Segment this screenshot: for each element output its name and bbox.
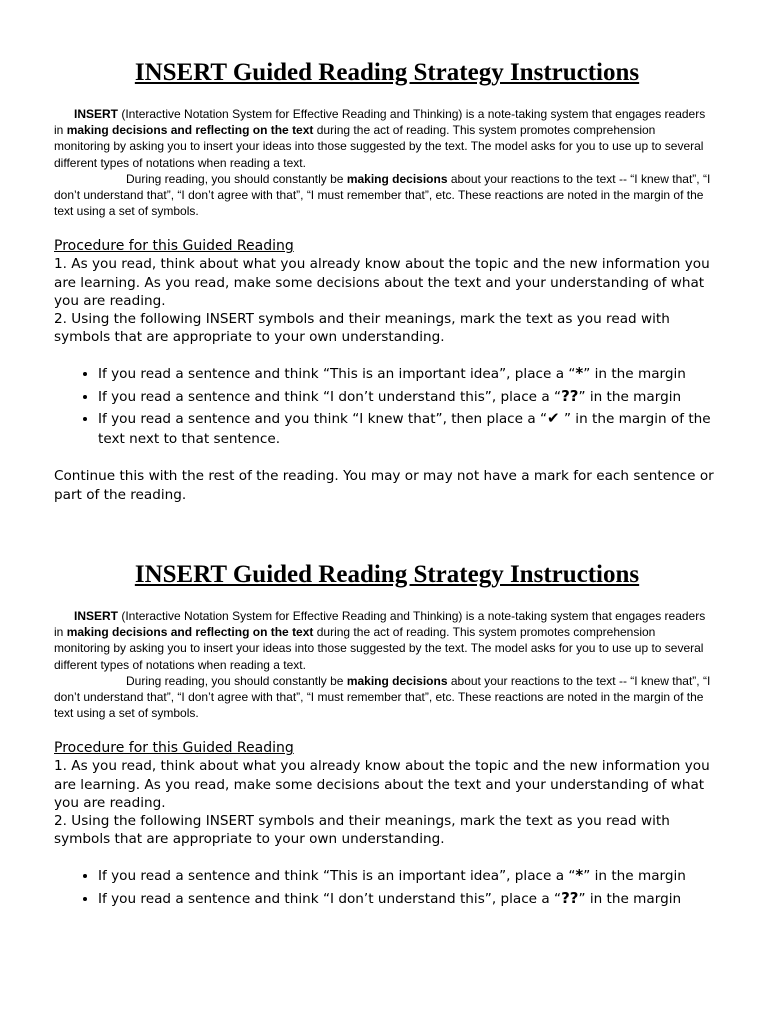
procedure-steps: [54, 255, 714, 346]
intro-paragraph-2: [54, 673, 714, 722]
intro-text-span: (Interactive Notation System for Effective Reading and Thinking) is a note-taking system that engages readers in: [54, 107, 706, 138]
intro-text: [54, 608, 714, 721]
list-item-text: ” in the margin: [578, 890, 682, 907]
asterisk-icon: *: [575, 866, 584, 885]
list-item: [98, 889, 714, 910]
procedure-heading: Procedure for this Guided Reading: [54, 238, 294, 255]
list-item-text: If you read a sentence and think “I don’t understand this”, place a “: [98, 890, 562, 907]
list-item-text: If you read a sentence and you think “I knew that”, then place a “: [98, 411, 548, 428]
step-2: 2. Using the following INSERT symbols and their meanings, mark the text as you read with symbols that are appropriate to your own understanding.: [54, 813, 670, 848]
list-item: [98, 409, 714, 449]
symbol-list: [54, 364, 714, 449]
intro-text-span: about your reactions to the text -- “I knew that”, “I don’t understand that”, “I don’t agree with that”, “I must remember that”, etc. These reactions are noted in the margin of the text using a set of symbols.: [54, 673, 711, 721]
instructions-copy-1: [54, 58, 714, 517]
intro-emphasis: making decisions: [346, 673, 448, 688]
instructions-copy-2: [54, 560, 714, 911]
procedure-heading: Procedure for this Guided Reading: [54, 740, 294, 757]
step-1: 1. As you read, think about what you already know about the topic and the new information you are learning. As you read, make some decisions about the text and your understanding of what you are reading.: [54, 758, 710, 811]
procedure-steps: [54, 757, 714, 848]
intro-text-span: about your reactions to the text -- “I knew that”, “I don’t understand that”, “I don’t agree with that”, “I must remember that”, etc. These reactions are noted in the margin of the text using a set of symbols.: [54, 171, 711, 219]
page-title: INSERT Guided Reading Strategy Instructions: [134, 59, 640, 86]
intro-paragraph-2: [54, 171, 714, 220]
intro-paragraph-1: [54, 106, 714, 171]
list-item: [98, 387, 714, 408]
intro-paragraph-1: [54, 608, 714, 673]
intro-text-span: during the act of reading. This system promotes comprehension monitoring by asking you to insert your ideas into those suggested by the text. The model asks for you to use up to several different types of notations when reading a text.: [54, 123, 704, 170]
intro-emphasis: making decisions and reflecting on the text: [66, 625, 314, 640]
step-1: 1. As you read, think about what you already know about the topic and the new information you are learning. As you read, make some decisions about the text and your understanding of what you are reading.: [54, 256, 710, 309]
list-item: [98, 364, 714, 385]
intro-emphasis: making decisions and reflecting on the text: [66, 123, 314, 138]
checkmark-icon: ✔: [547, 409, 560, 428]
list-item-text: If you read a sentence and think “This is an important idea”, place a “: [98, 366, 576, 383]
insert-term: INSERT: [74, 107, 119, 121]
list-item-text: ” in the margin of the text next to that sentence.: [98, 411, 711, 447]
list-item-text: ” in the margin: [578, 388, 682, 405]
page-title: INSERT Guided Reading Strategy Instructions: [134, 561, 640, 588]
question-marks-icon: ??: [561, 888, 579, 907]
step-2: 2. Using the following INSERT symbols and their meanings, mark the text as you read with symbols that are appropriate to your own understanding.: [54, 311, 670, 346]
list-item-text: ” in the margin: [583, 868, 686, 885]
list-item-text: ” in the margin: [583, 366, 686, 383]
intro-text-span: (Interactive Notation System for Effective Reading and Thinking) is a note-taking system that engages readers in: [54, 609, 706, 640]
intro-text-span: During reading, you should constantly be: [126, 673, 347, 688]
closing-text: Continue this with the rest of the reading. You may or may not have a mark for each sentence or part of the reading.: [54, 468, 714, 503]
list-item: [98, 866, 714, 887]
intro-emphasis: making decisions: [346, 171, 448, 186]
intro-text-span: during the act of reading. This system promotes comprehension monitoring by asking you to insert your ideas into those suggested by the text. The model asks for you to use up to several different types of notations when reading a text.: [54, 625, 704, 672]
question-marks-icon: ??: [561, 386, 579, 405]
intro-text-span: During reading, you should constantly be: [126, 171, 347, 186]
symbol-list: [54, 866, 714, 909]
list-item-text: If you read a sentence and think “I don’t understand this”, place a “: [98, 388, 562, 405]
asterisk-icon: *: [575, 364, 584, 383]
intro-text: [54, 106, 714, 219]
insert-term: INSERT: [74, 609, 119, 623]
list-item-text: If you read a sentence and think “This is an important idea”, place a “: [98, 868, 576, 885]
